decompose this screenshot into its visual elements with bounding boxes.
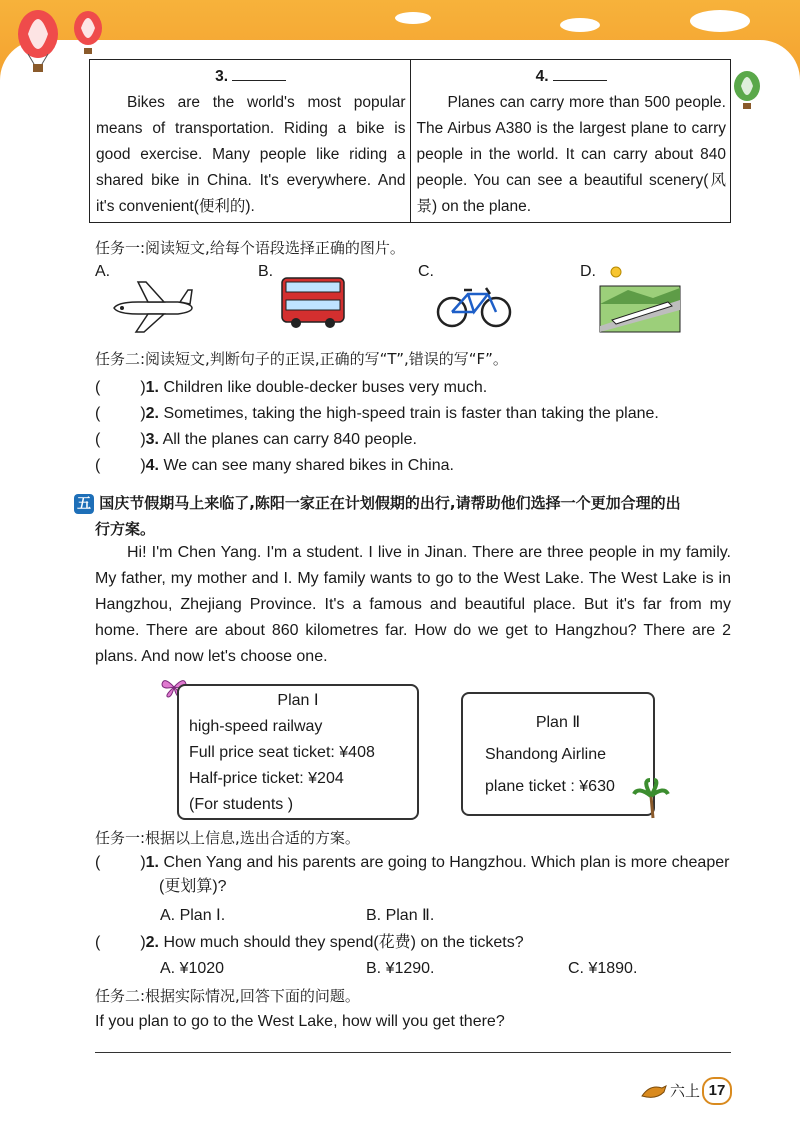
- plan-line: Half-price ticket: ¥204: [189, 770, 344, 787]
- paren-open: (: [95, 405, 101, 422]
- question-text: How much should they spend(花费) on the tickets?: [163, 934, 524, 951]
- paren-open: (: [95, 457, 101, 474]
- passage-3: [90, 60, 411, 223]
- task-title: 任务一:根据以上信息,选出合适的方案。: [95, 829, 360, 847]
- plan-line: plane ticket : ¥630: [485, 778, 615, 795]
- option-b[interactable]: B. Plan Ⅱ.: [366, 907, 435, 924]
- high-speed-train-icon: [598, 264, 682, 334]
- plan-1-box: [177, 684, 419, 820]
- passage-text: Bikes are the world's most popular means of transportation. Riding a bike is good exercise. Many people like riding a shared bike in China. It's everywhere. And it's convenient(便利的).: [96, 94, 406, 215]
- bird-icon: [640, 1080, 668, 1102]
- paren-close: ): [140, 457, 146, 474]
- question-number: 2.: [145, 405, 159, 422]
- question-text-cont: (更划算)?: [159, 878, 227, 895]
- choice-question: [95, 931, 524, 955]
- option-c[interactable]: C. ¥1890.: [568, 960, 638, 977]
- paren-close: ): [140, 379, 146, 396]
- choice-question: [95, 851, 735, 899]
- paren-close: ): [140, 854, 146, 871]
- section-passage: Hi! I'm Chen Yang. I'm a student. I live in Jinan. There are three people in my family. My father, my mother and I. My family wants to go to the West Lake. The West Lake is in Hangzhou, Zhejiang Province. It's a famous and beautiful place. But it's far from my home. There are about 860 kilometres far. How do we get to Hangzhou? There are 2 plans. And now let's choose one.: [95, 544, 731, 665]
- answer-line[interactable]: [95, 1052, 731, 1053]
- question-number: 1.: [145, 854, 159, 871]
- option-label: D.: [580, 263, 596, 280]
- question-number: 4.: [145, 457, 159, 474]
- option-label: C.: [418, 263, 434, 280]
- plan-line: Shandong Airline: [485, 746, 606, 763]
- tf-question: [95, 428, 417, 452]
- airplane-icon: [108, 278, 194, 334]
- answer-blank[interactable]: [232, 66, 286, 81]
- paren-close: ): [140, 934, 146, 951]
- section-badge: 五: [74, 494, 94, 514]
- question-number: 1.: [145, 379, 159, 396]
- plan-line: high-speed railway: [189, 718, 323, 735]
- plan-title: Plan Ⅰ: [277, 692, 319, 709]
- cloud-decoration: [395, 12, 431, 24]
- tf-question: [95, 454, 454, 478]
- option-label: B.: [258, 263, 274, 280]
- question-text: Sometimes, taking the high-speed train is faster than taking the plane.: [163, 405, 659, 422]
- task-title: 任务二:根据实际情况,回答下面的问题。: [95, 987, 360, 1005]
- question-number: 2.: [145, 934, 159, 951]
- option-a[interactable]: A. ¥1020: [160, 960, 225, 977]
- paren-open: (: [95, 379, 101, 396]
- passage-table: [89, 59, 731, 223]
- passage-text: Planes can carry more than 500 people. The Airbus A380 is the largest plane to carry people in the world. It can carry about 840 people. You can see a beautiful scenery(风景) on the plane.: [416, 94, 726, 215]
- paren-close: ): [140, 431, 146, 448]
- task-title: 任务二:阅读短文,判断句子的正误,正确的写“T”,错误的写“F”。: [95, 350, 508, 368]
- hot-air-balloon-icon: [732, 70, 762, 112]
- palm-tree-icon: [632, 778, 670, 820]
- plan-line: (For students ): [189, 796, 294, 813]
- cloud-decoration: [560, 18, 600, 32]
- paren-open: (: [95, 854, 101, 871]
- question-text: We can see many shared bikes in China.: [163, 457, 454, 474]
- passage-number: 3.: [215, 68, 229, 85]
- question-number: 3.: [145, 431, 159, 448]
- plan-title: Plan Ⅱ: [535, 714, 581, 731]
- option-label: A.: [95, 263, 111, 280]
- passage-4: [410, 60, 731, 223]
- question-text: All the planes can carry 840 people.: [162, 431, 417, 448]
- option-b[interactable]: B. ¥1290.: [366, 960, 435, 977]
- bicycle-icon: [434, 280, 514, 330]
- question-text: Chen Yang and his parents are going to Hangzhou. Which plan is more cheaper: [163, 854, 730, 871]
- open-question: If you plan to go to the West Lake, how will you get there?: [95, 1013, 505, 1030]
- paren-open: (: [95, 431, 101, 448]
- plan-2-box: [461, 692, 655, 816]
- paren-close: ): [140, 405, 146, 422]
- cloud-decoration: [690, 10, 750, 32]
- passage-number: 4.: [535, 68, 549, 85]
- plan-line: Full price seat ticket: ¥408: [189, 744, 375, 761]
- tf-question: [95, 402, 659, 426]
- grade-label: 六上: [670, 1082, 701, 1100]
- section-heading: [74, 490, 734, 542]
- page-number: 17: [702, 1077, 732, 1105]
- option-a[interactable]: A. Plan Ⅰ.: [160, 907, 226, 924]
- double-decker-bus-icon: [278, 272, 348, 330]
- answer-blank[interactable]: [553, 66, 607, 81]
- question-text: Children like double-decker buses very much.: [163, 379, 488, 396]
- task-title: 任务一:阅读短文,给每个语段选择正确的图片。: [95, 239, 405, 257]
- section-title-line1: 国庆节假期马上来临了,陈阳一家正在计划假期的出行,请帮助他们选择一个更加合理的出: [99, 494, 681, 512]
- section-title-line2: 行方案。: [95, 520, 156, 538]
- paren-open: (: [95, 934, 101, 951]
- tf-question: [95, 376, 487, 400]
